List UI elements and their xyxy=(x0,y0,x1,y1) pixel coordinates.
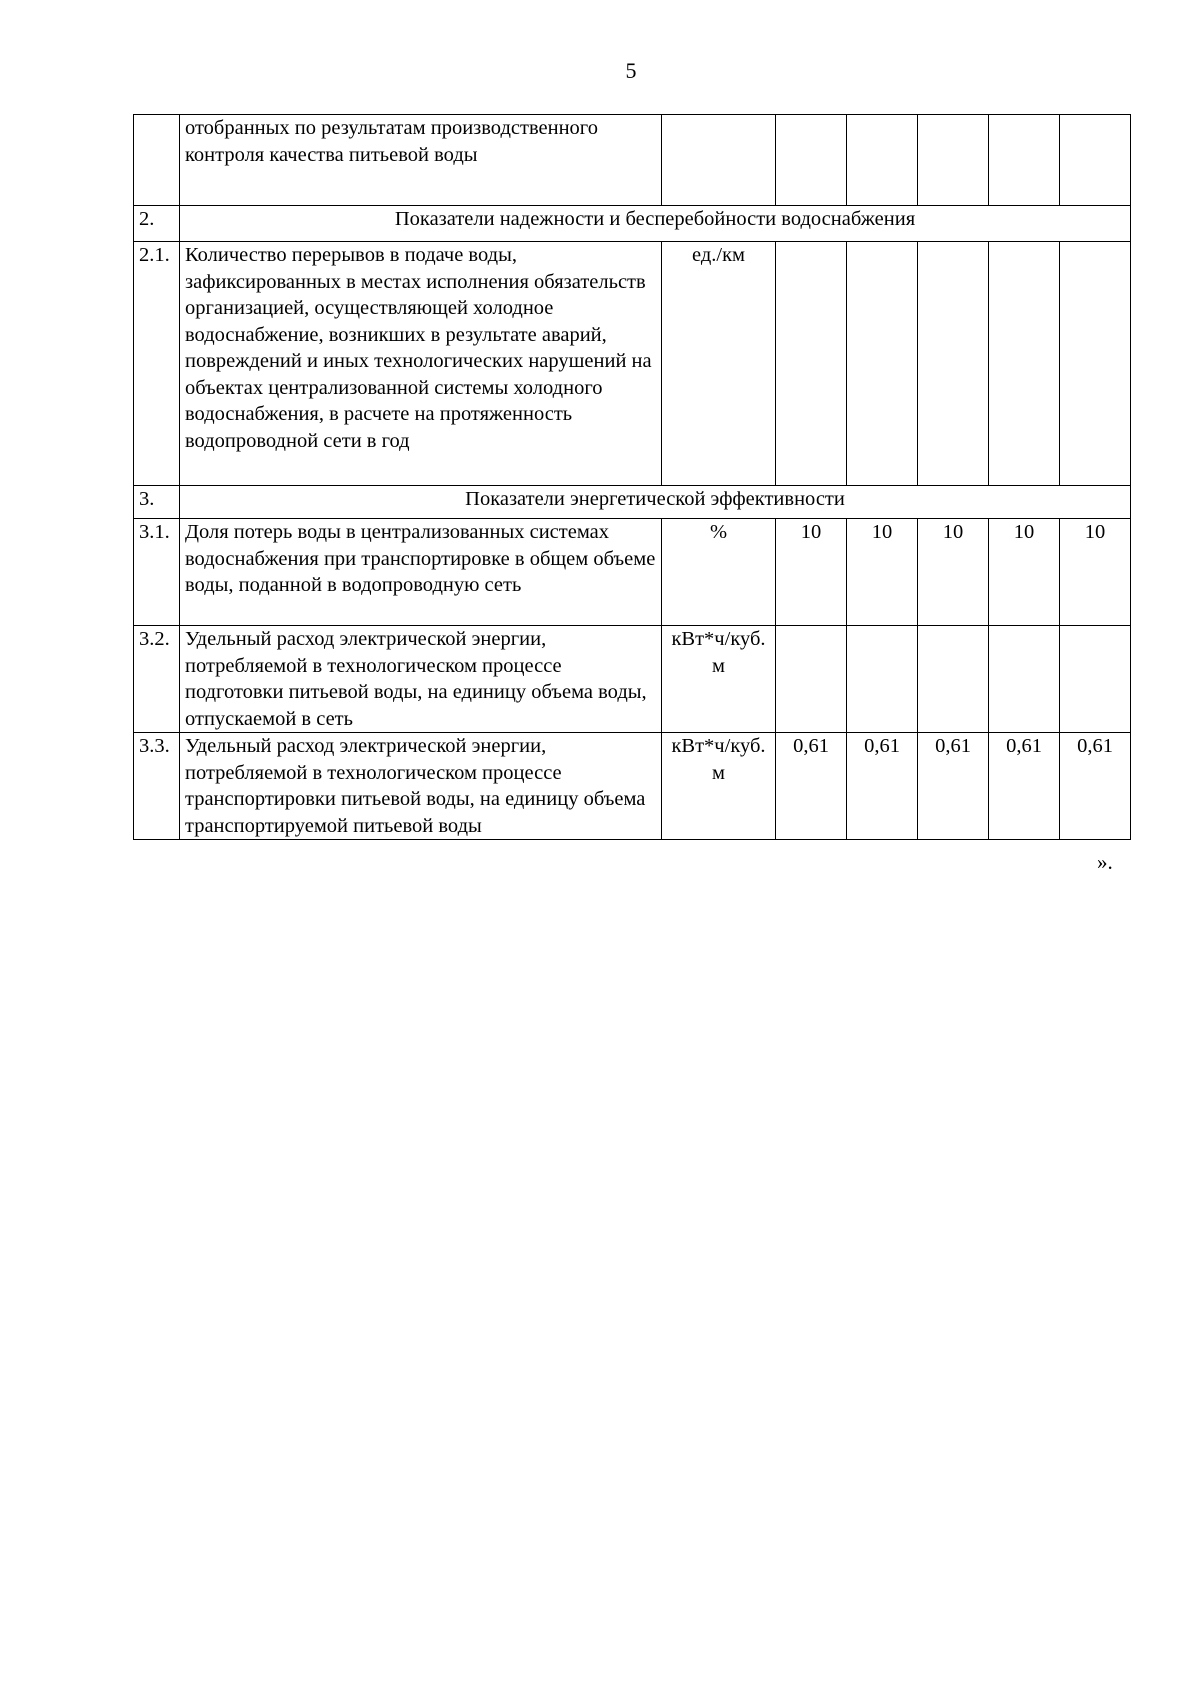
table-row xyxy=(134,626,1131,733)
indicator-description: Удельный расход электрической энергии, потребляемой в технологическом процессе транспортировки питьевой воды, на единицу объема транспортируемой питьевой воды xyxy=(180,733,662,840)
unit-cell: ед./км xyxy=(662,242,776,486)
value-cell: 10 xyxy=(847,519,918,626)
page-number: 5 xyxy=(625,58,637,83)
row-number: 2.1. xyxy=(134,242,180,486)
section-row xyxy=(134,206,1131,242)
closing-quote-mark: ». xyxy=(1097,850,1113,874)
row-number: 3.1. xyxy=(134,519,180,626)
value-cell: 0,61 xyxy=(847,733,918,840)
indicator-description: Доля потерь воды в централизованных системах водоснабжения при транспортировке в общем объеме воды, поданной в водопроводную сеть xyxy=(180,519,662,626)
indicators-table xyxy=(133,114,1131,840)
row-number: 3.2. xyxy=(134,626,180,733)
indicator-description: отобранных по результатам производственного контроля качества питьевой воды xyxy=(180,115,662,206)
value-cell xyxy=(918,115,989,206)
value-cell xyxy=(989,242,1060,486)
value-cell xyxy=(847,626,918,733)
table-row xyxy=(134,519,1131,626)
unit-cell: кВт*ч/куб. м xyxy=(662,626,776,733)
value-cell: 10 xyxy=(1060,519,1131,626)
table-row xyxy=(134,242,1131,486)
table-row xyxy=(134,115,1131,206)
value-cell xyxy=(989,115,1060,206)
value-cell: 0,61 xyxy=(918,733,989,840)
section-title: Показатели энергетической эффективности xyxy=(180,486,1131,519)
value-cell xyxy=(989,626,1060,733)
section-number: 3. xyxy=(134,486,180,519)
value-cell xyxy=(776,242,847,486)
indicator-description: Количество перерывов в подаче воды, зафиксированных в местах исполнения обязательств организацией, осуществляющей холодное водоснабжение, возникших в результате аварий, повреждений и иных технологических нарушений на объектах централизованной системы холодного водоснабжения, в расчете на протяженность водопроводной сети в год xyxy=(180,242,662,486)
table-row xyxy=(134,733,1131,840)
section-number: 2. xyxy=(134,206,180,242)
indicator-description: Удельный расход электрической энергии, потребляемой в технологическом процессе подготовки питьевой воды, на единицу объема воды, отпускаемой в сеть xyxy=(180,626,662,733)
unit-cell xyxy=(662,115,776,206)
unit-cell: % xyxy=(662,519,776,626)
value-cell xyxy=(847,242,918,486)
value-cell xyxy=(918,626,989,733)
value-cell: 10 xyxy=(918,519,989,626)
value-cell: 0,61 xyxy=(1060,733,1131,840)
unit-cell: кВт*ч/куб. м xyxy=(662,733,776,840)
value-cell xyxy=(1060,242,1131,486)
value-cell xyxy=(918,242,989,486)
section-title: Показатели надежности и бесперебойности водоснабжения xyxy=(180,206,1131,242)
row-number xyxy=(134,115,180,206)
value-cell xyxy=(776,115,847,206)
row-number: 3.3. xyxy=(134,733,180,840)
value-cell: 0,61 xyxy=(776,733,847,840)
value-cell: 10 xyxy=(989,519,1060,626)
section-row xyxy=(134,486,1131,519)
value-cell xyxy=(1060,115,1131,206)
value-cell xyxy=(1060,626,1131,733)
value-cell xyxy=(847,115,918,206)
value-cell: 0,61 xyxy=(989,733,1060,840)
value-cell xyxy=(776,626,847,733)
value-cell: 10 xyxy=(776,519,847,626)
